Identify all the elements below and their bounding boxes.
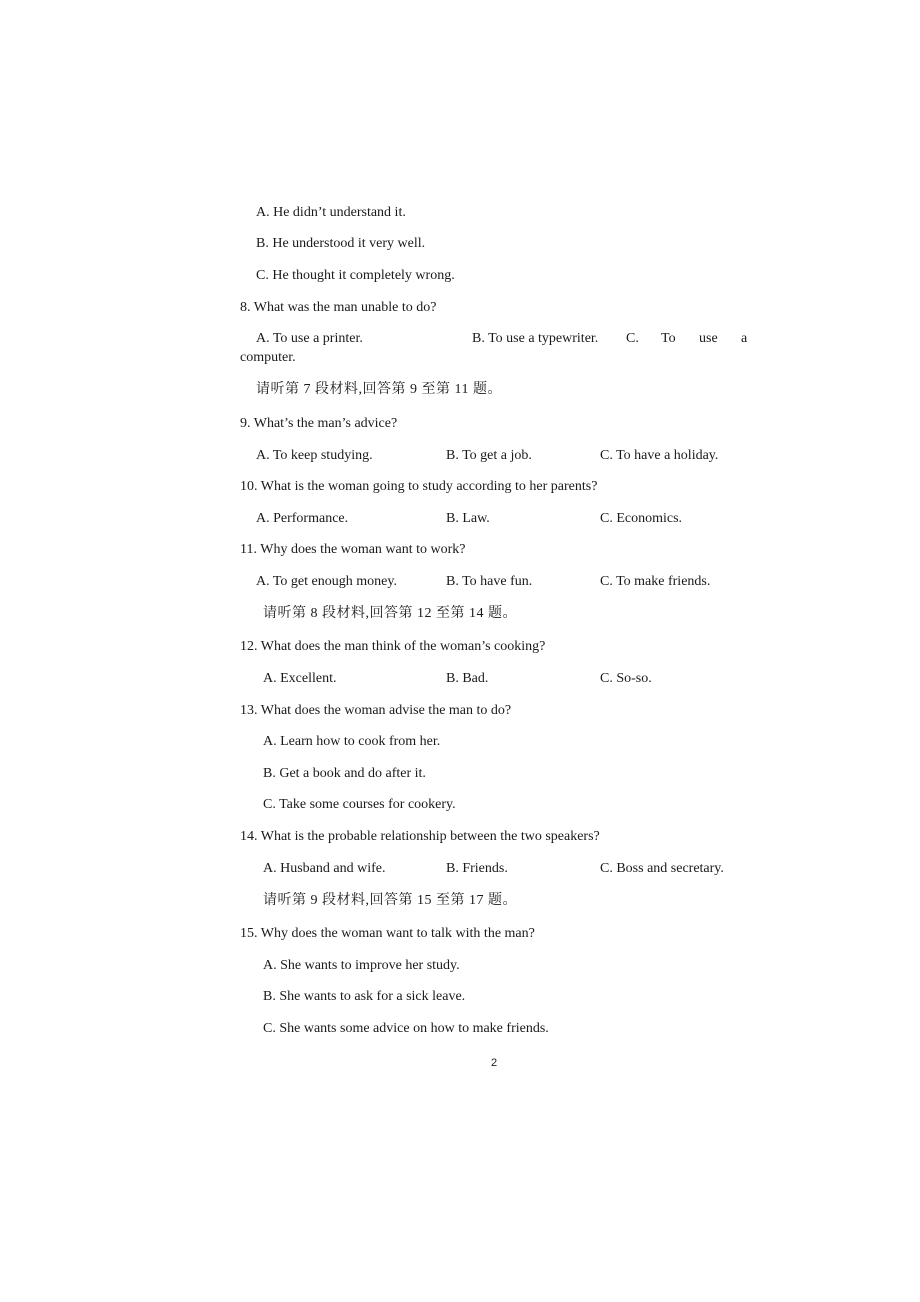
q15-option-b: B. She wants to ask for a sick leave. xyxy=(263,989,466,1004)
q8-option-b: B. To use a typewriter. xyxy=(472,331,599,346)
q8-option-c-word: To xyxy=(661,331,676,346)
section-9-instruction: 请听第 9 段材料,回答第 15 至第 17 题。 xyxy=(263,893,517,908)
q11-option-a: A. To get enough money. xyxy=(256,574,397,589)
q14-option-a: A. Husband and wife. xyxy=(263,861,386,876)
q7-option-c: C. He thought it completely wrong. xyxy=(256,268,455,283)
q14-question: 14. What is the probable relationship between the two speakers? xyxy=(240,829,600,844)
q8-option-c-wrap: computer. xyxy=(240,350,296,365)
q13-question: 13. What does the woman advise the man to do? xyxy=(240,703,512,718)
q11-option-b: B. To have fun. xyxy=(446,574,533,589)
q15-option-a: A. She wants to improve her study. xyxy=(263,958,460,973)
q10-option-b: B. Law. xyxy=(446,511,490,526)
section-7-instruction: 请听第 7 段材料,回答第 9 至第 11 题。 xyxy=(256,382,502,397)
q14-option-b: B. Friends. xyxy=(446,861,508,876)
q9-question: 9. What’s the man’s advice? xyxy=(240,416,398,431)
q8-option-c-word: use xyxy=(699,331,718,346)
page-number: 2 xyxy=(491,1057,498,1069)
q8-option-a: A. To use a printer. xyxy=(256,331,363,346)
q8-question: 8. What was the man unable to do? xyxy=(240,300,437,315)
section-8-instruction: 请听第 8 段材料,回答第 12 至第 14 题。 xyxy=(263,606,517,621)
q12-option-c: C. So-so. xyxy=(600,671,652,686)
q12-option-a: A. Excellent. xyxy=(263,671,337,686)
q10-option-c: C. Economics. xyxy=(600,511,683,526)
q12-option-b: B. Bad. xyxy=(446,671,489,686)
q13-option-a: A. Learn how to cook from her. xyxy=(263,734,441,749)
q8-option-c-label: C. xyxy=(626,331,639,346)
q13-option-b: B. Get a book and do after it. xyxy=(263,766,426,781)
q9-option-b: B. To get a job. xyxy=(446,448,532,463)
q11-question: 11. Why does the woman want to work? xyxy=(240,542,466,557)
q7-option-b: B. He understood it very well. xyxy=(256,236,426,251)
q10-question: 10. What is the woman going to study according to her parents? xyxy=(240,479,598,494)
q9-option-a: A. To keep studying. xyxy=(256,448,373,463)
q8-option-c-word: a xyxy=(741,331,748,346)
q12-question: 12. What does the man think of the woman’s cooking? xyxy=(240,639,546,654)
q13-option-c: C. Take some courses for cookery. xyxy=(263,797,456,812)
q15-question: 15. Why does the woman want to talk with the man? xyxy=(240,926,535,941)
q7-option-a: A. He didn’t understand it. xyxy=(256,205,406,220)
q9-option-c: C. To have a holiday. xyxy=(600,448,719,463)
q10-option-a: A. Performance. xyxy=(256,511,349,526)
q14-option-c: C. Boss and secretary. xyxy=(600,861,724,876)
q15-option-c: C. She wants some advice on how to make friends. xyxy=(263,1021,549,1036)
q11-option-c: C. To make friends. xyxy=(600,574,711,589)
